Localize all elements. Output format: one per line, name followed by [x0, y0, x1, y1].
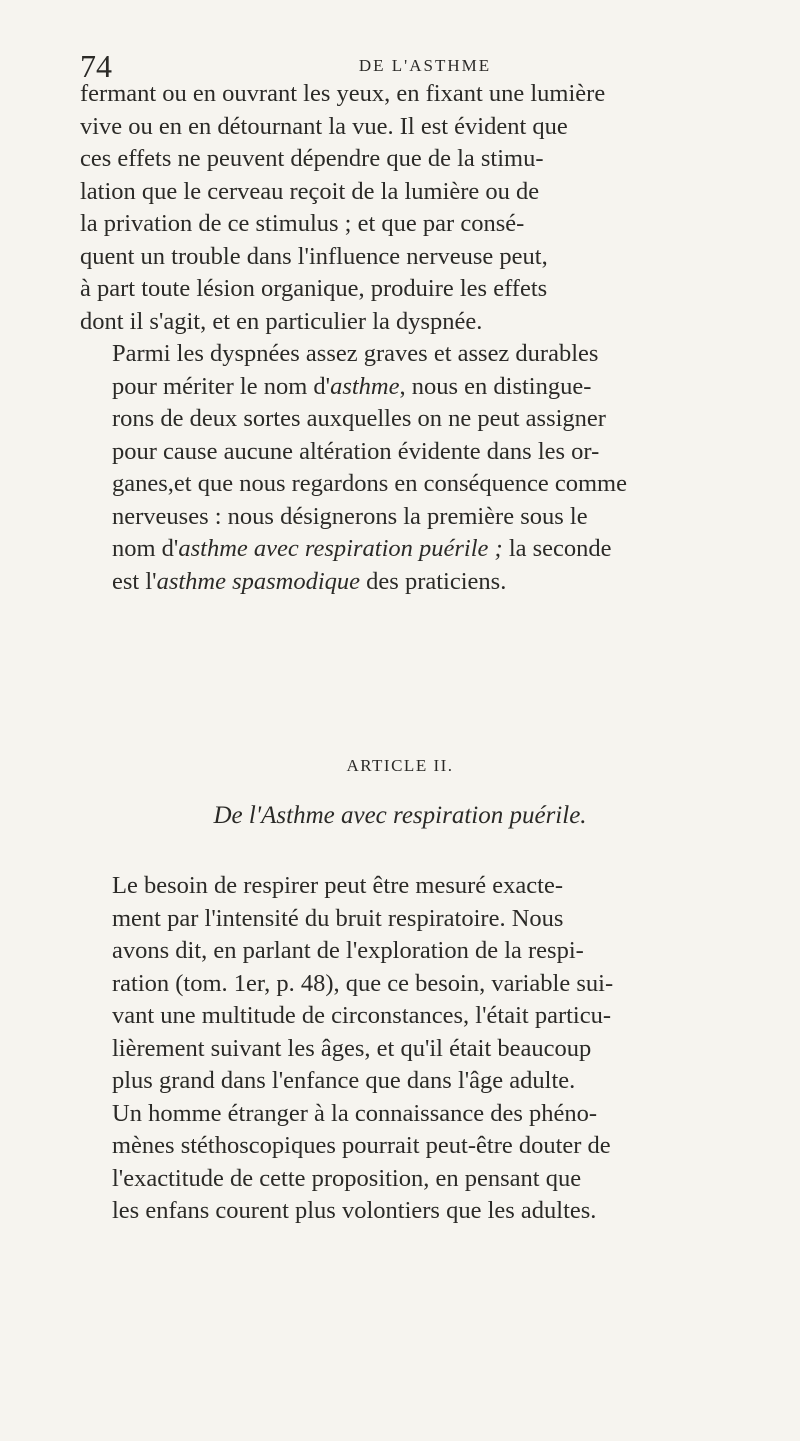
text-run: , nous en distingue-	[399, 372, 592, 400]
italic-term: asthme	[330, 372, 400, 400]
text-line: quent un trouble dans l'influence nerveuse peut,	[80, 242, 548, 270]
text-line	[80, 533, 770, 566]
text-line: ces effets ne peuvent dépendre que de la stimu-	[80, 145, 544, 172]
text-line: ment par l'intensité du bruit respiratoire. Nous	[112, 904, 564, 932]
paragraph-1	[80, 78, 770, 338]
text-line: lation que le cerveau reçoit de la lumière ou de	[80, 177, 540, 205]
text-run: des praticiens.	[360, 567, 507, 595]
text-line: l'exactitude de cette proposition, en pensant que	[112, 1164, 582, 1192]
text-line: avons dit, en parlant de l'exploration de la respi-	[112, 937, 584, 964]
text-line: à part toute lésion organique, produire les effets	[80, 275, 548, 302]
text-line: vant une multitude de circonstances, l'était particu-	[112, 1002, 611, 1029]
text-line: pour cause aucune altération évidente dans les or-	[112, 437, 600, 465]
text-line: Un homme étranger à la connaissance des phéno-	[112, 1099, 598, 1127]
italic-term: asthme avec respiration puérile ;	[178, 535, 503, 562]
text-line	[80, 566, 770, 599]
text-line	[80, 371, 770, 404]
text-line: la privation de ce stimulus ; et que par consé-	[80, 210, 525, 237]
paragraph-3	[80, 870, 770, 1228]
text-line: les enfans courent plus volontiers que les adultes.	[112, 1197, 597, 1224]
text-line: lièrement suivant les âges, et qu'il était beaucoup	[112, 1034, 592, 1062]
page-number: 74	[80, 48, 112, 84]
text-run: la seconde	[502, 535, 612, 562]
text-line: nerveuses : nous désignerons la première sous le	[112, 502, 588, 530]
text-line: rons de deux sortes auxquelles on ne peut assigner	[112, 405, 606, 432]
article-title: De l'Asthme avec respiration puérile.	[213, 802, 587, 829]
paragraph-2	[80, 338, 770, 598]
text-run: pour mériter le nom d'	[112, 372, 331, 400]
running-head: DE L'ASTHME	[358, 56, 492, 75]
text-run: nom d'	[112, 535, 179, 562]
text-line: ganes,et que nous regardons en conséquence comme	[112, 470, 627, 497]
body-text-top	[80, 78, 770, 598]
body-text-bottom	[80, 870, 770, 1228]
text-line: vive ou en en détournant la vue. Il est évident que	[80, 112, 568, 140]
text-line: mènes stéthoscopiques pourrait peut-être douter de	[112, 1132, 611, 1159]
text-line: Le besoin de respirer peut être mesuré exacte-	[112, 872, 563, 899]
text-line: fermant ou en ouvrant les yeux, en fixant une lumière	[80, 80, 606, 107]
article-heading: ARTICLE II.	[346, 756, 454, 775]
text-line: plus grand dans l'enfance que dans l'âge adulte.	[112, 1067, 576, 1094]
text-run: est l'	[112, 567, 157, 595]
text-line: ration (tom. 1er, p. 48), que ce besoin, variable sui-	[112, 969, 614, 997]
italic-term: asthme spasmodique	[156, 567, 361, 595]
text-line: Parmi les dyspnées assez graves et assez durables	[112, 340, 599, 367]
text-line: dont il s'agit, et en particulier la dyspnée.	[80, 307, 483, 335]
